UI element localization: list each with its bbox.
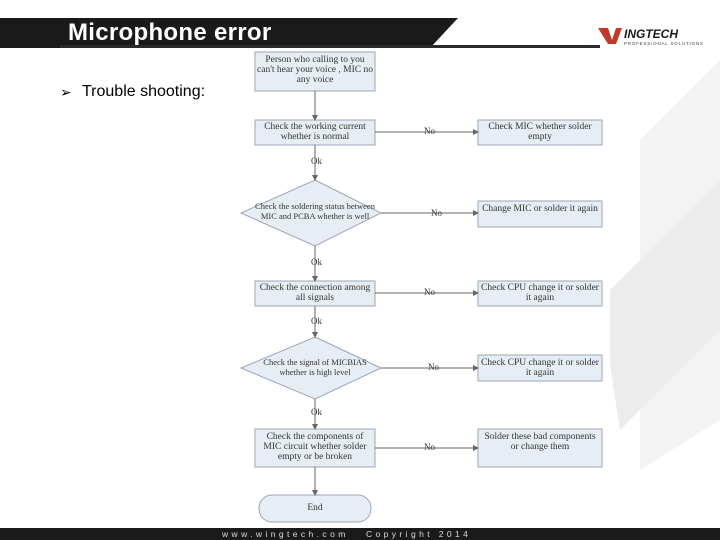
footer-website: www.wingtech.com — [222, 529, 349, 539]
no-label-4: No — [428, 362, 439, 372]
start-text: Person who calling to you can't hear your voice , MIC no any voice — [257, 55, 373, 85]
check-cpu-text-2: Check CPU change it or solder it again — [481, 358, 599, 378]
solder-bad-components-text: Solder these bad components or change them — [484, 432, 596, 452]
page-title: Microphone error — [68, 19, 272, 46]
check-mic-solder-text: Check MIC whether solder empty — [488, 122, 592, 142]
svg-text:INGTECH: INGTECH — [624, 27, 678, 41]
ok-label-2: Ok — [311, 257, 322, 267]
ok-label-3: Ok — [311, 316, 322, 326]
ok-label-4: Ok — [311, 407, 322, 417]
check-soldering-status-text: Check the soldering status between MIC and PCBA whether is well — [255, 201, 375, 221]
no-label-1: No — [424, 126, 435, 136]
check-components-text: Check the components of MIC circuit whether solder empty or be broken — [263, 432, 367, 462]
footer-bar — [0, 528, 720, 540]
check-connection-text: Check the connection among all signals — [259, 283, 371, 303]
check-working-current-text: Check the working current whether is normal — [264, 122, 366, 142]
end-text: End — [307, 503, 323, 513]
arrow-bullet-icon: ➢ — [60, 83, 72, 100]
check-cpu-text-1: Check CPU change it or solder it again — [481, 283, 599, 303]
wingtech-logo — [594, 22, 704, 48]
bullet-text: Trouble shooting: — [82, 83, 206, 100]
check-mic-bias-text: Check the signal of MICBIAS whether is high level — [263, 357, 367, 377]
no-label-2: No — [431, 208, 442, 218]
no-label-5: No — [424, 442, 435, 452]
svg-text:PROFESSIONAL SOLUTIONS: PROFESSIONAL SOLUTIONS — [624, 41, 704, 46]
footer-copyright: Copyright 2014 — [365, 529, 472, 539]
bullet-trouble-shooting — [60, 83, 205, 101]
troubleshooting-flowchart — [239, 50, 610, 528]
ok-label-1: Ok — [311, 156, 322, 166]
no-label-3: No — [424, 287, 435, 297]
footer-text — [222, 528, 471, 540]
change-mic-text: Change MIC or solder it again — [482, 204, 598, 214]
